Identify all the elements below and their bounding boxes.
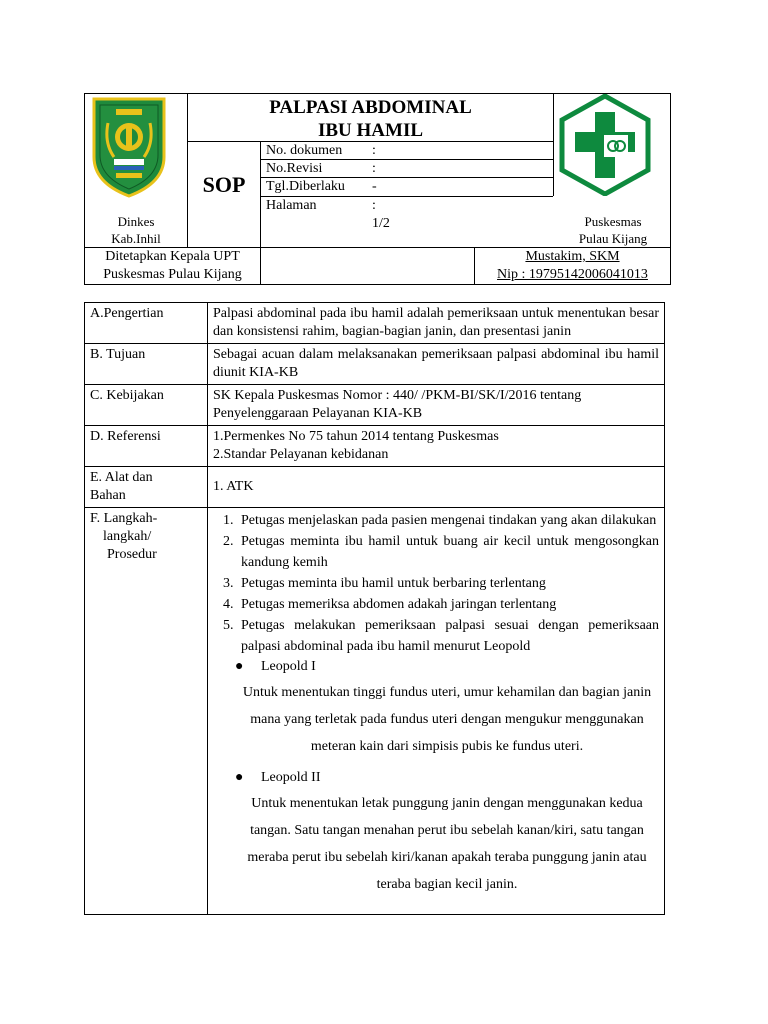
ditetapkan-line2: Puskesmas Pulau Kijang bbox=[103, 267, 242, 282]
leopold-text: Untuk menentukan tinggi fundus uteri, umur kehamilan dan bagian janin mana yang terletak pada fundus uteri dengan mengukur menggunakan meteran kain dari simpisis pubis ke fundus uteri. bbox=[242, 685, 652, 754]
title-line2: IBU HAMIL bbox=[317, 120, 424, 141]
row-content: 1. ATK bbox=[208, 467, 665, 508]
row-label bbox=[85, 508, 208, 915]
procedure-steps bbox=[213, 510, 659, 657]
row-label-line: Prosedur bbox=[107, 547, 157, 562]
table-row bbox=[85, 344, 665, 385]
leopold-title: Leopold I bbox=[261, 659, 316, 674]
procedure-step: 4. Petugas memeriksa abdomen adakah jaringan terlentang bbox=[237, 594, 659, 615]
row-label: A.Pengertian bbox=[85, 303, 208, 344]
procedure-step: 5. Petugas melakukan pemeriksaan palpasi sesuai dengan pemeriksaan palpasi abdominal pada ibu hamil menurut Leopold bbox=[237, 615, 659, 657]
table-row bbox=[85, 385, 665, 426]
row-label: D. Referensi bbox=[85, 426, 208, 467]
row-content: Sebagai acuan dalam melaksanakan pemeriksaan palpasi abdominal ibu hamil diunit KIA-KB bbox=[208, 344, 665, 385]
doc-field-value: : 1/2 bbox=[372, 198, 390, 231]
row-label: B. Tujuan bbox=[85, 344, 208, 385]
row-label-line: E. Alat dan bbox=[90, 470, 153, 485]
ditetapkan-line1: Ditetapkan Kepala UPT bbox=[105, 249, 240, 264]
signer-name: Mustakim, SKM bbox=[525, 249, 620, 264]
row-label-line: F. Langkah- bbox=[90, 511, 158, 526]
doc-field-label: No.Revisi bbox=[266, 161, 323, 176]
sop-content-table bbox=[84, 302, 665, 915]
procedure-step: 1. Petugas menjelaskan pada pasien mengenai tindakan yang akan dilakukan bbox=[237, 510, 659, 531]
row-content: SK Kepala Puskesmas Nomor : 440/ /PKM-BI/SK/I/2016 tentang Penyelenggaraan Pelayanan KIA-KB bbox=[208, 385, 665, 426]
left-org-line1: Dinkes bbox=[117, 214, 155, 229]
table-row bbox=[85, 508, 665, 915]
procedure-step: 2. Petugas meminta ibu hamil untuk buang air kecil untuk mengosongkan kandung kemih bbox=[237, 531, 659, 573]
leopold-title: Leopold II bbox=[261, 770, 321, 785]
bullet-icon: ● bbox=[235, 659, 244, 674]
row-content: Palpasi abdominal pada ibu hamil adalah pemeriksaan untuk menentukan besar dan konsistensi rahim, bagian-bagian janin, dan presentasi janin bbox=[208, 303, 665, 344]
left-org-line2: Kab.Inhil bbox=[111, 231, 161, 246]
row-label-line: Bahan bbox=[90, 488, 126, 503]
doc-field-label: Halaman bbox=[266, 198, 317, 213]
table-row bbox=[85, 467, 665, 508]
leopold-item bbox=[235, 657, 659, 677]
signer-nip: Nip : 19795142006041013 bbox=[497, 267, 648, 282]
doc-field-value: : bbox=[372, 143, 376, 158]
row-content bbox=[208, 426, 665, 467]
title-line1: PALPASI ABDOMINAL bbox=[269, 97, 472, 118]
puskesmas-cross-logo-icon bbox=[558, 94, 652, 196]
reference-line: 2.Standar Pelayanan kebidanan bbox=[213, 447, 389, 462]
sop-label: SOP bbox=[202, 172, 246, 197]
bullet-icon: ● bbox=[235, 770, 244, 785]
kab-inhil-emblem-icon bbox=[90, 95, 168, 198]
row-label bbox=[85, 467, 208, 508]
row-label: C. Kebijakan bbox=[85, 385, 208, 426]
right-org-line2: Pulau Kijang bbox=[578, 231, 648, 246]
doc-field-label: Tgl.Diberlaku bbox=[266, 179, 345, 194]
reference-line: 1.Permenkes No 75 tahun 2014 tentang Puskesmas bbox=[213, 429, 499, 444]
row-label-line: langkah/ bbox=[103, 529, 152, 544]
doc-field-label: No. dokumen bbox=[266, 143, 343, 158]
leopold-item bbox=[235, 768, 659, 788]
procedure-step: 3. Petugas meminta ibu hamil untuk berbaring terlentang bbox=[237, 573, 659, 594]
table-row bbox=[85, 303, 665, 344]
leopold-text: Untuk menentukan letak punggung janin dengan menggunakan kedua tangan. Satu tangan menahan perut ibu sebelah kanan/kiri, satu tangan meraba perut ibu sebelah kiri/kanan apakah teraba punggung janin atau teraba bagian kecil janin. bbox=[247, 796, 647, 892]
procedure-content bbox=[208, 508, 665, 915]
doc-field-value: : - bbox=[372, 161, 377, 194]
right-org-line1: Puskesmas bbox=[584, 214, 642, 229]
table-row bbox=[85, 426, 665, 467]
